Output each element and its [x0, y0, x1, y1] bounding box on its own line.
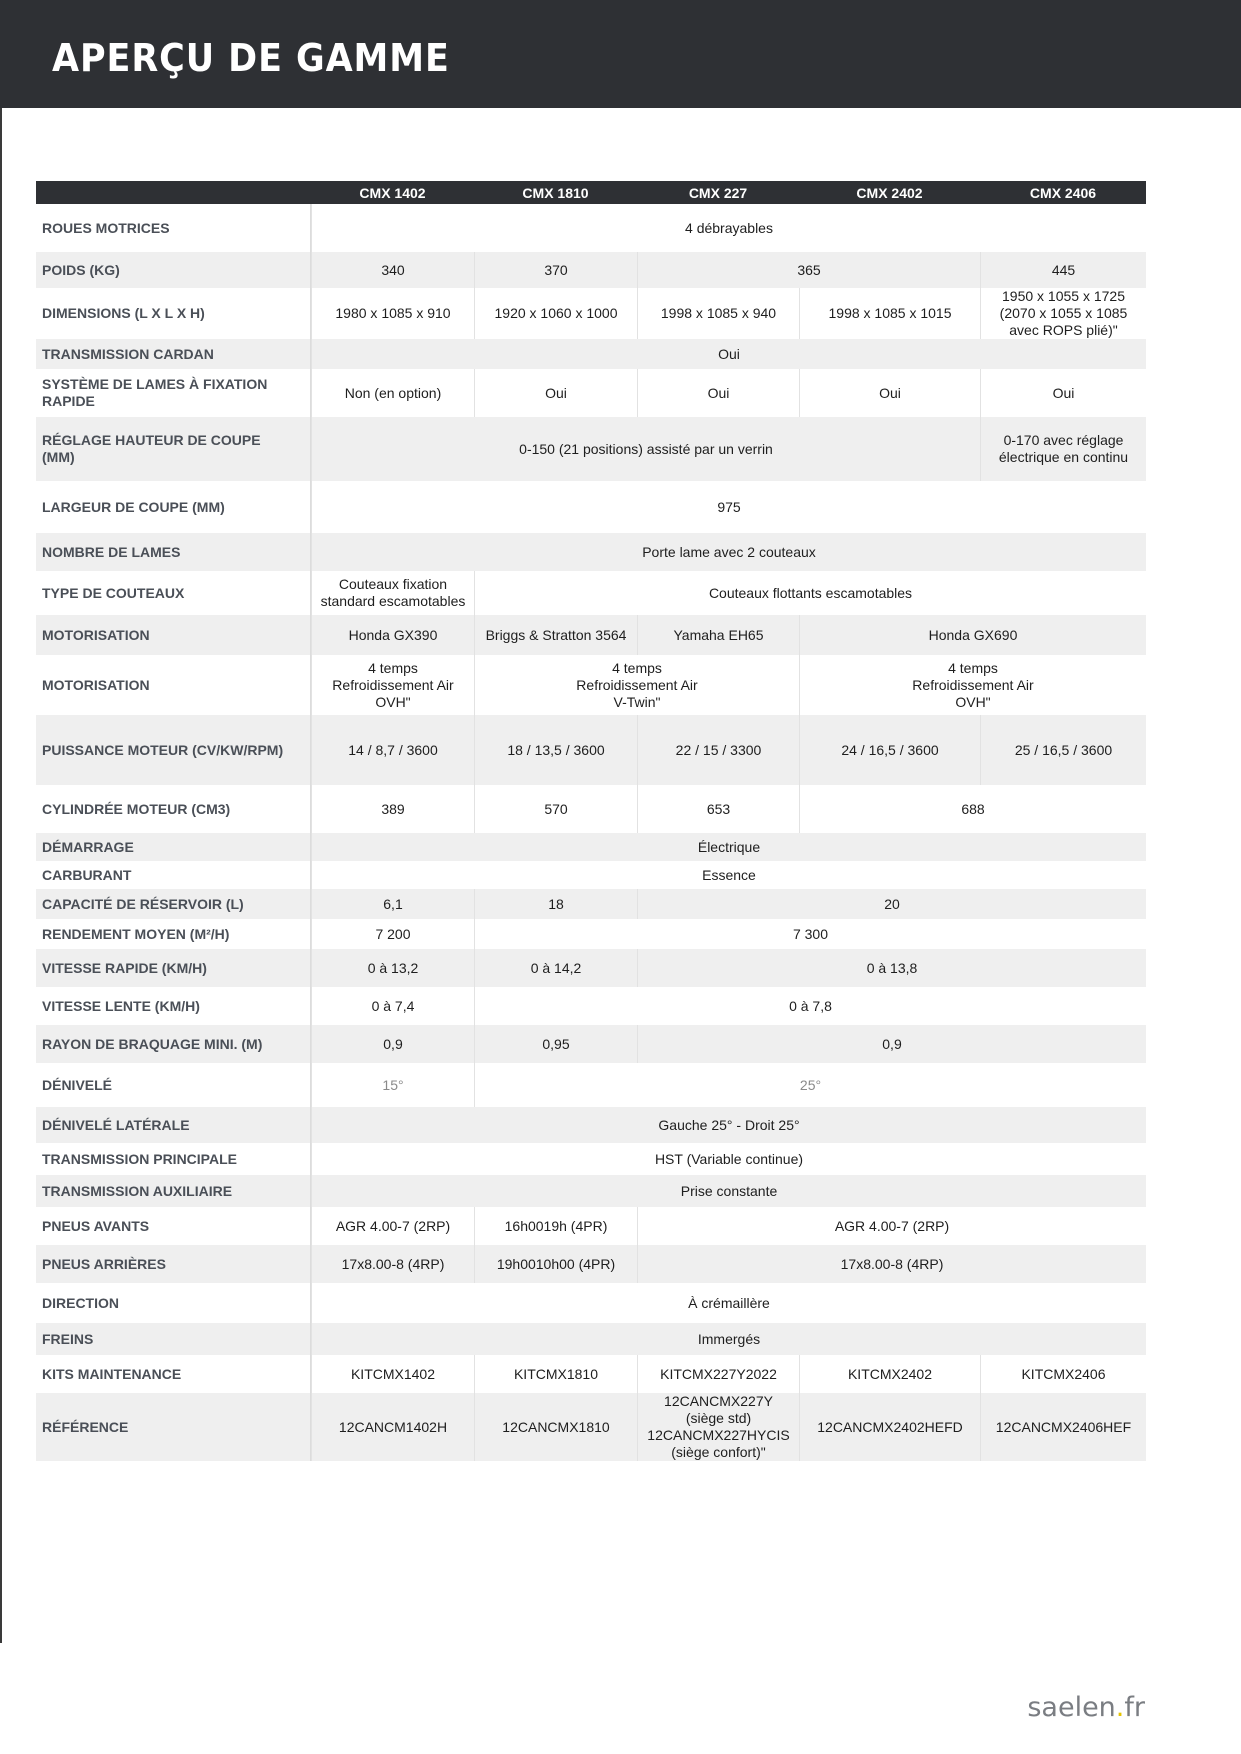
table-row: [36, 833, 1146, 861]
footer-site-tld: fr: [1124, 1692, 1145, 1723]
table-cell: 7 200: [311, 919, 474, 949]
table-cell: 12CANCMX2406HEF: [980, 1393, 1146, 1461]
table-cell: 24 / 16,5 / 3600: [799, 715, 980, 785]
left-margin-rule: [0, 108, 2, 1643]
row-label: PNEUS ARRIÈRES: [36, 1245, 311, 1283]
table-cell: 0-170 avec réglage électrique en continu: [980, 417, 1146, 481]
header-cell-cmx-2402: CMX 2402: [799, 181, 980, 204]
row-label: TRANSMISSION PRINCIPALE: [36, 1143, 311, 1175]
table-cell: À crémaillère: [311, 1283, 1146, 1323]
table-cell: 1998 x 1085 x 1015: [799, 288, 980, 339]
table-cell: 16h0019h (4PR): [474, 1207, 637, 1245]
table-cell: 20: [637, 889, 1146, 919]
table-row: [36, 785, 1146, 833]
site-footer: [1027, 1692, 1145, 1723]
row-label: DÉNIVELÉ: [36, 1063, 311, 1107]
table-cell: Prise constante: [311, 1175, 1146, 1207]
table-row: [36, 615, 1146, 655]
table-row: [36, 949, 1146, 987]
row-label: DIRECTION: [36, 1283, 311, 1323]
table-cell: 1950 x 1055 x 1725 (2070 x 1055 x 1085 avec ROPS plié)": [980, 288, 1146, 339]
table-cell: 1998 x 1085 x 940: [637, 288, 799, 339]
table-cell: 18: [474, 889, 637, 919]
table-cell: 0 à 7,8: [474, 987, 1146, 1025]
row-label: KITS MAINTENANCE: [36, 1355, 311, 1393]
table-cell: Porte lame avec 2 couteaux: [311, 533, 1146, 571]
table-row: [36, 204, 1146, 252]
table-cell: Honda GX390: [311, 615, 474, 655]
table-cell: 0,9: [311, 1025, 474, 1063]
table-cell: 975: [311, 481, 1146, 533]
table-cell: 0 à 14,2: [474, 949, 637, 987]
spec-table-body: [36, 204, 1146, 1461]
footer-site-name: saelen: [1027, 1692, 1116, 1723]
table-cell: 25 / 16,5 / 3600: [980, 715, 1146, 785]
table-row: [36, 339, 1146, 369]
table-cell: 12CANCMX2402HEFD: [799, 1393, 980, 1461]
table-row: [36, 1175, 1146, 1207]
table-cell: 15°: [311, 1063, 474, 1107]
table-row: [36, 861, 1146, 889]
table-cell: Couteaux flottants escamotables: [474, 571, 1146, 615]
spec-table: [36, 181, 1146, 1461]
table-cell: 688: [799, 785, 1146, 833]
row-label: MOTORISATION: [36, 615, 311, 655]
header-cell-cmx-1402: CMX 1402: [311, 181, 474, 204]
table-row: [36, 252, 1146, 288]
row-label: PNEUS AVANTS: [36, 1207, 311, 1245]
row-label: RÉGLAGE HAUTEUR DE COUPE (MM): [36, 417, 311, 481]
table-row: [36, 1107, 1146, 1143]
table-cell: 7 300: [474, 919, 1146, 949]
table-cell: 0,9: [637, 1025, 1146, 1063]
table-cell: Gauche 25° - Droit 25°: [311, 1107, 1146, 1143]
table-cell: 0 à 13,8: [637, 949, 1146, 987]
table-row: [36, 1063, 1146, 1107]
table-row: [36, 1245, 1146, 1283]
row-label: DÉMARRAGE: [36, 833, 311, 861]
page-header-bar: [0, 0, 1241, 108]
table-cell: 340: [311, 252, 474, 288]
table-cell: 6,1: [311, 889, 474, 919]
table-cell: Oui: [311, 339, 1146, 369]
table-row: [36, 533, 1146, 571]
table-cell: Oui: [980, 369, 1146, 417]
row-label: MOTORISATION: [36, 655, 311, 715]
row-label: CARBURANT: [36, 861, 311, 889]
table-cell: 445: [980, 252, 1146, 288]
table-cell: 1920 x 1060 x 1000: [474, 288, 637, 339]
table-cell: 0-150 (21 positions) assisté par un verrin: [311, 417, 980, 481]
table-cell: 365: [637, 252, 980, 288]
table-row: [36, 1393, 1146, 1461]
table-row: [36, 919, 1146, 949]
table-cell: 17x8.00-8 (4RP): [637, 1245, 1146, 1283]
table-row: [36, 1143, 1146, 1175]
table-row: [36, 288, 1146, 339]
table-cell: KITCMX1402: [311, 1355, 474, 1393]
table-cell: 12CANCM1402H: [311, 1393, 474, 1461]
table-cell: 1980 x 1085 x 910: [311, 288, 474, 339]
table-row: [36, 417, 1146, 481]
row-label: FREINS: [36, 1323, 311, 1355]
table-cell: KITCMX2402: [799, 1355, 980, 1393]
table-cell: 570: [474, 785, 637, 833]
row-label: VITESSE RAPIDE (KM/H): [36, 949, 311, 987]
table-cell: Honda GX690: [799, 615, 1146, 655]
table-cell: Oui: [637, 369, 799, 417]
header-cell-cmx-227: CMX 227: [637, 181, 799, 204]
row-label: SYSTÈME DE LAMES À FIXATION RAPIDE: [36, 369, 311, 417]
row-label: DIMENSIONS (L X L X H): [36, 288, 311, 339]
table-cell: 22 / 15 / 3300: [637, 715, 799, 785]
table-cell: 12CANCMX1810: [474, 1393, 637, 1461]
table-row: [36, 889, 1146, 919]
table-row: [36, 369, 1146, 417]
table-cell: KITCMX227Y2022: [637, 1355, 799, 1393]
table-cell: 0 à 7,4: [311, 987, 474, 1025]
table-row: [36, 571, 1146, 615]
table-cell: Oui: [474, 369, 637, 417]
table-cell: 12CANCMX227Y (siège std) 12CANCMX227HYCIS (siège confort)": [637, 1393, 799, 1461]
table-cell: Couteaux fixation standard escamotables: [311, 571, 474, 615]
header-cell-cmx-1810: CMX 1810: [474, 181, 637, 204]
table-row: [36, 1207, 1146, 1245]
row-label: PUISSANCE MOTEUR (CV/KW/RPM): [36, 715, 311, 785]
table-cell: KITCMX1810: [474, 1355, 637, 1393]
table-cell: 19h0010h00 (4PR): [474, 1245, 637, 1283]
row-label: VITESSE LENTE (KM/H): [36, 987, 311, 1025]
row-label: TRANSMISSION AUXILIAIRE: [36, 1175, 311, 1207]
row-label: TYPE DE COUTEAUX: [36, 571, 311, 615]
table-cell: 0 à 13,2: [311, 949, 474, 987]
table-cell: 14 / 8,7 / 3600: [311, 715, 474, 785]
table-row: [36, 1323, 1146, 1355]
row-label: CYLINDRÉE MOTEUR (CM3): [36, 785, 311, 833]
row-label: ROUES MOTRICES: [36, 204, 311, 252]
table-cell: 389: [311, 785, 474, 833]
table-cell: 17x8.00-8 (4RP): [311, 1245, 474, 1283]
row-label: RAYON DE BRAQUAGE MINI. (M): [36, 1025, 311, 1063]
table-cell: Électrique: [311, 833, 1146, 861]
table-cell: 4 temps Refroidissement Air V-Twin": [474, 655, 799, 715]
footer-dot: .: [1115, 1692, 1125, 1723]
table-cell: KITCMX2406: [980, 1355, 1146, 1393]
table-row: [36, 481, 1146, 533]
table-cell: Immergés: [311, 1323, 1146, 1355]
spec-table-header-row: [36, 181, 1146, 204]
table-row: [36, 655, 1146, 715]
table-cell: HST (Variable continue): [311, 1143, 1146, 1175]
row-label: RÉFÉRENCE: [36, 1393, 311, 1461]
table-cell: 18 / 13,5 / 3600: [474, 715, 637, 785]
row-label: RENDEMENT MOYEN (M²/H): [36, 919, 311, 949]
table-cell: AGR 4.00-7 (2RP): [311, 1207, 474, 1245]
table-cell: 653: [637, 785, 799, 833]
table-cell: Essence: [311, 861, 1146, 889]
row-label: DÉNIVELÉ LATÉRALE: [36, 1107, 311, 1143]
table-cell: 4 débrayables: [311, 204, 1146, 252]
row-label: POIDS (KG): [36, 252, 311, 288]
table-cell: 0,95: [474, 1025, 637, 1063]
row-label: LARGEUR DE COUPE (MM): [36, 481, 311, 533]
header-cell-label: [36, 181, 311, 204]
table-row: [36, 1283, 1146, 1323]
table-cell: Briggs & Stratton 3564: [474, 615, 637, 655]
table-cell: AGR 4.00-7 (2RP): [637, 1207, 1146, 1245]
row-label: TRANSMISSION CARDAN: [36, 339, 311, 369]
table-cell: 370: [474, 252, 637, 288]
table-cell: Oui: [799, 369, 980, 417]
table-cell: Yamaha EH65: [637, 615, 799, 655]
page-title: APERÇU DE GAMME: [52, 36, 450, 80]
row-label: NOMBRE DE LAMES: [36, 533, 311, 571]
table-row: [36, 1355, 1146, 1393]
table-row: [36, 1025, 1146, 1063]
table-cell: Non (en option): [311, 369, 474, 417]
table-cell: 4 temps Refroidissement Air OVH": [799, 655, 1146, 715]
row-label: CAPACITÉ DE RÉSERVOIR (L): [36, 889, 311, 919]
table-cell: 25°: [474, 1063, 1146, 1107]
table-cell: 4 temps Refroidissement Air OVH": [311, 655, 474, 715]
header-cell-cmx-2406: CMX 2406: [980, 181, 1146, 204]
table-row: [36, 715, 1146, 785]
table-row: [36, 987, 1146, 1025]
